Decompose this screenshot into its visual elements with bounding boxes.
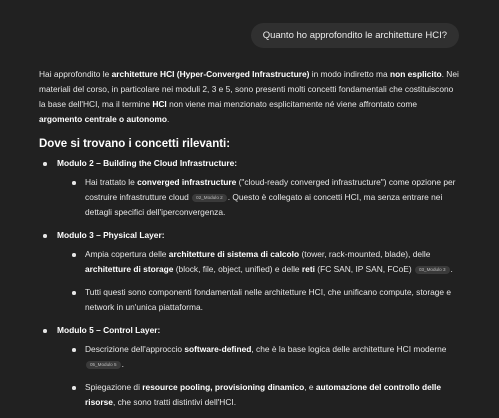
module-bullets [57, 342, 459, 410]
module-list [39, 156, 459, 410]
module-item-2 [39, 156, 459, 220]
module-bullets [57, 175, 459, 220]
section-heading: Dove si trovano i concetti rilevanti: [39, 138, 231, 150]
bullet-text: (block, file, object, unified) e delle [173, 264, 302, 274]
intro-text-5: . [166, 114, 170, 124]
module-item-3 [39, 228, 459, 315]
bullet-item [57, 285, 459, 315]
bullet-text: Tutti questi sono componenti fondamentali nelle architetture HCI, che unificano compute, storage e network in un'unica piattaforma. [85, 287, 452, 312]
module-title: Modulo 5 – Control Layer: [57, 325, 161, 335]
bullet-text: Hai trattato le [85, 177, 138, 187]
citation-chip[interactable]: 03_Modulo 3 [415, 266, 450, 274]
citation-chip[interactable]: 02_Modulo 2 [192, 194, 227, 202]
intro-text-4: non viene mai menzionato esplicitamente né viene affrontato come [166, 99, 418, 109]
module-item-5 [39, 323, 459, 410]
intro-bold-hci: architetture HCI (Hyper-Converged Infrastructure) [111, 69, 310, 79]
bullet-text: ("cloud-ready converged infrastructure") come opzione per costruire infrastrutture cloud [85, 177, 456, 202]
bullet-text: . Questo è collegato ai concetti HCI, ma senza entrare nei dettagli specifici dell'iperconvergenza. [85, 192, 443, 217]
intro-bold-argomento: argomento centrale o autonomo [39, 114, 167, 124]
user-message-bubble [251, 23, 459, 48]
bullet-bold: resource pooling, provisioning dinamico [142, 382, 305, 392]
bullet-text: . [450, 264, 453, 274]
bullet-bold: architetture di storage [85, 264, 174, 274]
citation-chip[interactable]: 05_Modulo 5 [86, 361, 121, 369]
intro-bold-hci-term: HCI [152, 99, 167, 109]
assistant-answer [39, 67, 459, 418]
bullet-item [57, 175, 459, 220]
bullet-item [57, 247, 459, 277]
bullet-text: (FC SAN, IP SAN, FCoE) [314, 264, 414, 274]
user-message-text: Quanto ho approfondito le architetture HCI? [262, 30, 447, 41]
bullet-text: Spiegazione di [85, 382, 143, 392]
bullet-text: . [121, 359, 124, 369]
bullet-text: , e [304, 382, 316, 392]
bullet-bold: converged infrastructure [137, 177, 237, 187]
intro-bold-non-esplicito: non esplicito [389, 69, 442, 79]
intro-text-3: . Nei materiali del corso, in particolare nei moduli 2, 3 e 5, sono presenti molti concetti fondamentali che costituiscono la base dell'HCI, ma il termine [39, 69, 459, 109]
module-bullets [57, 247, 459, 315]
bullet-bold: reti [301, 264, 315, 274]
module-title: Modulo 2 – Building the Cloud Infrastructure: [57, 158, 238, 168]
bullet-text: Ampia copertura delle [85, 249, 169, 259]
bullet-bold: architetture di sistema di calcolo [168, 249, 300, 259]
intro-text-2: in modo indiretto ma [309, 69, 390, 79]
answer-intro [39, 67, 459, 127]
bullet-item [57, 342, 459, 372]
module-title: Modulo 3 – Physical Layer: [57, 230, 165, 240]
bullet-text: (tower, rack-mounted, blade), delle [299, 249, 431, 259]
intro-text-1: Hai approfondito le [39, 69, 112, 79]
bullet-text: , che sono tratti distintivi dell'HCI. [112, 397, 237, 407]
bullet-item [57, 380, 459, 410]
bullet-bold: software-defined [184, 344, 252, 354]
bullet-text: , che è la base logica delle architetture HCI moderne [251, 344, 447, 354]
bullet-bold: automazione del controllo delle risorse [85, 382, 442, 407]
bullet-text: Descrizione dell'approccio [85, 344, 185, 354]
